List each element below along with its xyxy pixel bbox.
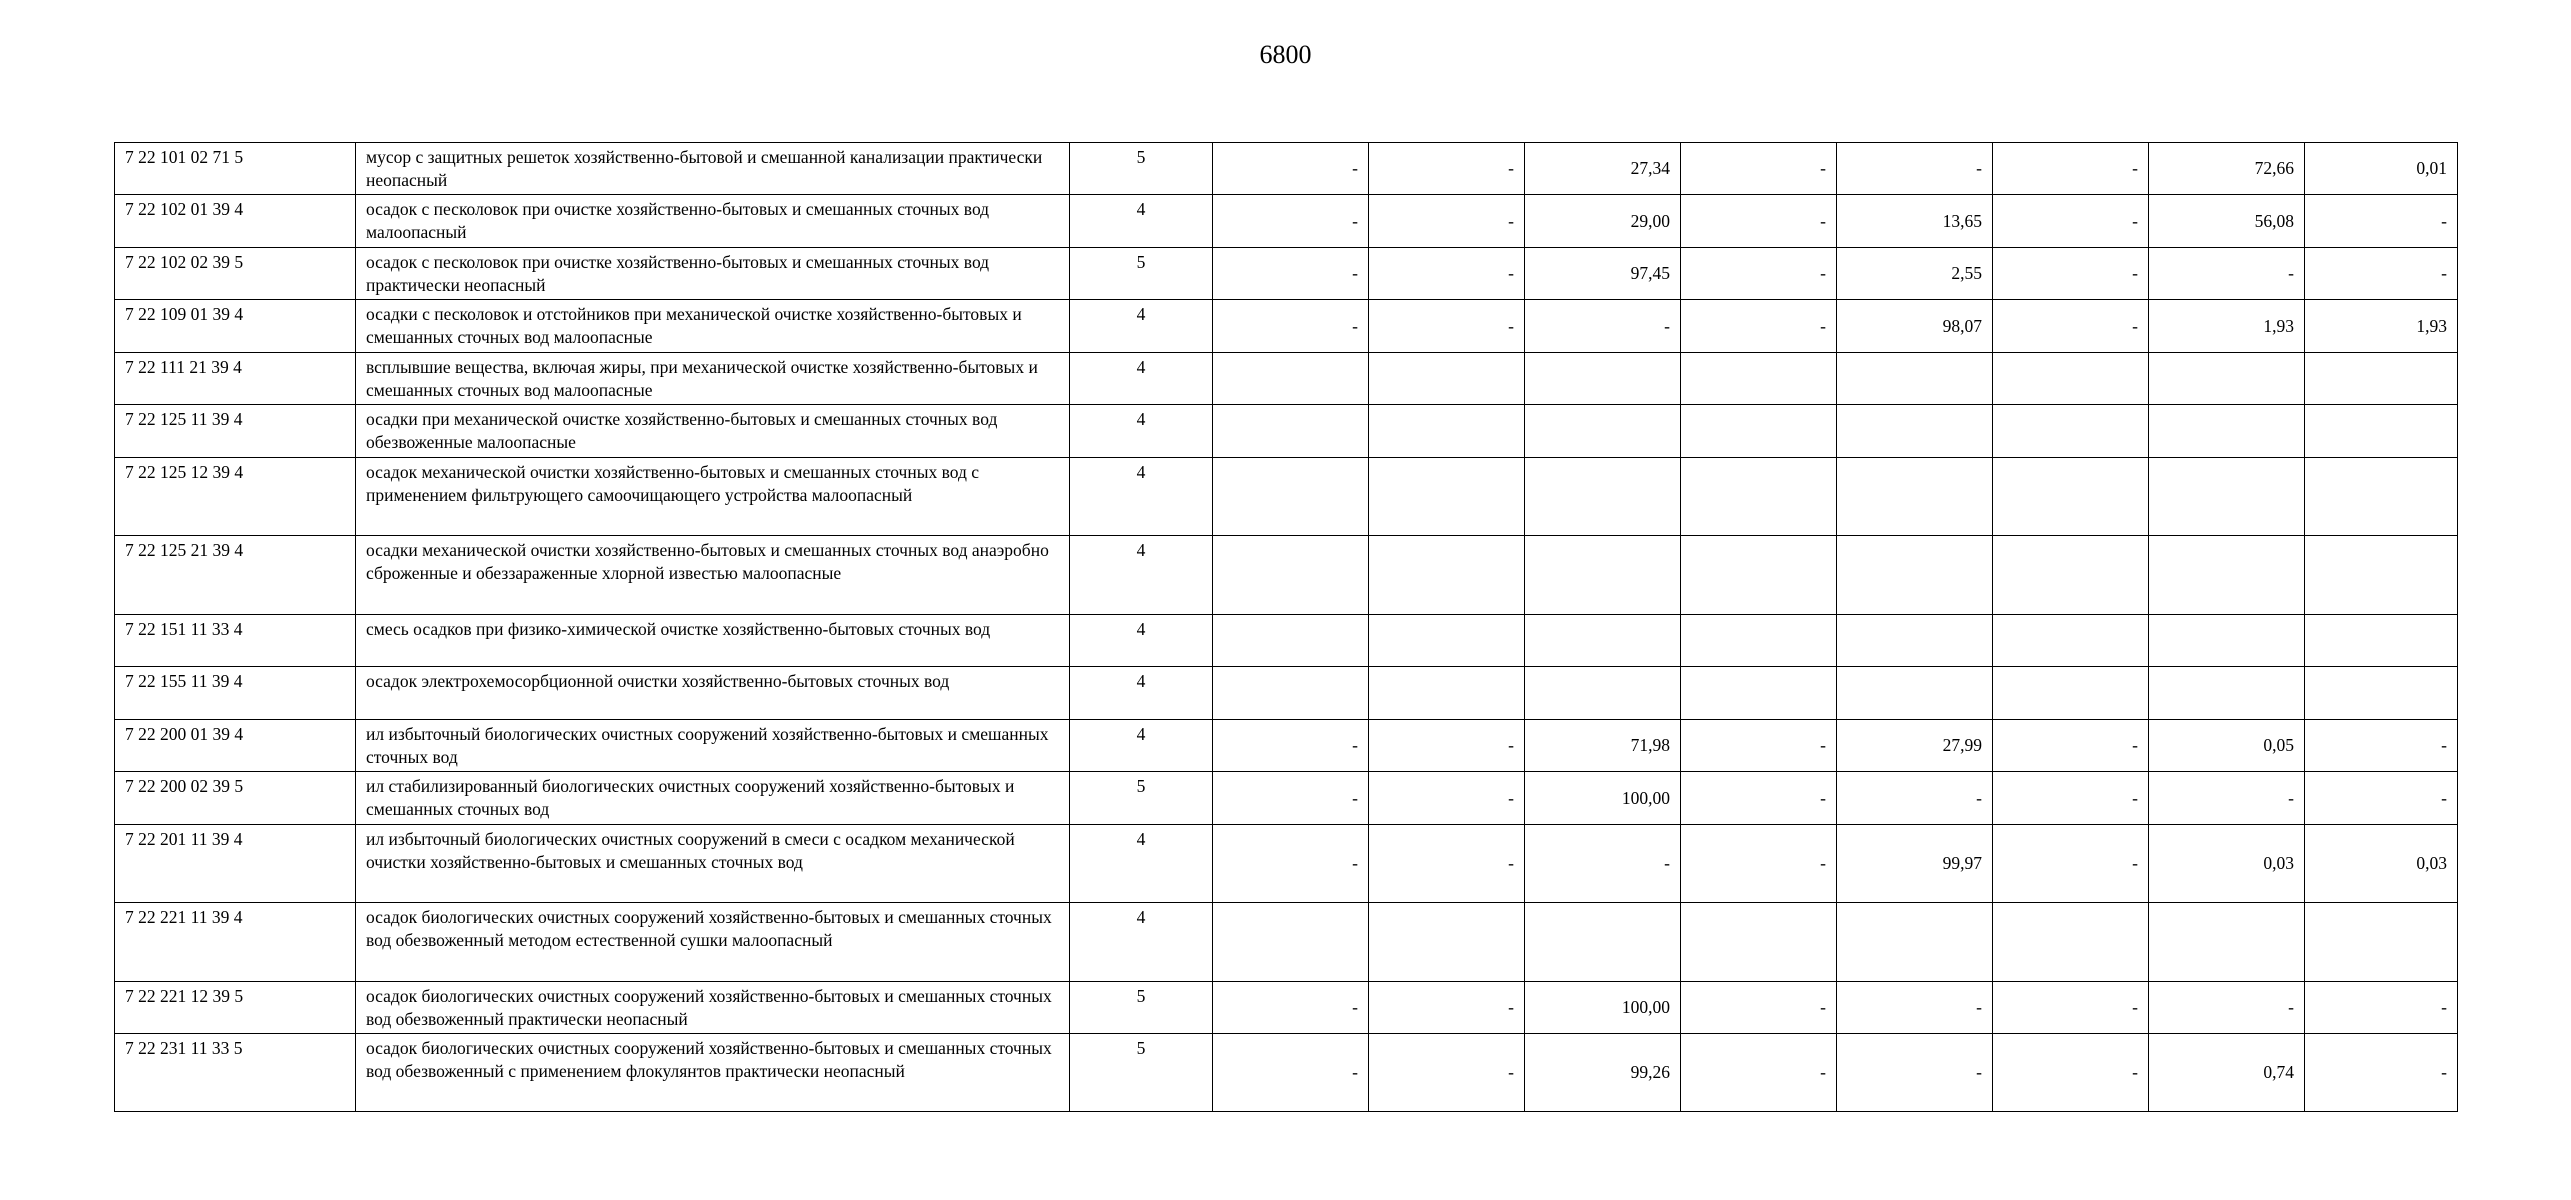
hazard-class-cell: 4: [1070, 720, 1213, 772]
value-cell: 99,97: [1837, 825, 1993, 903]
table-row: [115, 536, 2458, 615]
value-cell: 71,98: [1525, 720, 1681, 772]
hazard-class-cell: 5: [1070, 982, 1213, 1034]
value-cell: [1993, 458, 2149, 536]
value-cell: -: [1993, 772, 2149, 825]
waste-code-cell: 7 22 109 01 39 4: [115, 300, 356, 353]
table-row: [115, 825, 2458, 903]
value-cell: [1525, 903, 1681, 982]
value-cell: -: [2149, 248, 2305, 300]
value-cell: [2149, 405, 2305, 458]
value-cell: -: [2149, 772, 2305, 825]
value-cell: 29,00: [1525, 195, 1681, 248]
value-cell: [1837, 903, 1993, 982]
value-cell: 100,00: [1525, 982, 1681, 1034]
value-cell: [2149, 536, 2305, 615]
hazard-class-cell: 4: [1070, 903, 1213, 982]
value-cell: 100,00: [1525, 772, 1681, 825]
table-row: [115, 903, 2458, 982]
waste-name-cell: всплывшие вещества, включая жиры, при механической очистке хозяйственно-бытовых и смешанных сточных вод малоопасные: [356, 353, 1070, 405]
value-cell: -: [1681, 720, 1837, 772]
value-cell: -: [1681, 195, 1837, 248]
value-cell: -: [2305, 1034, 2458, 1112]
waste-name-cell: осадок биологических очистных сооружений хозяйственно-бытовых и смешанных сточных вод обезвоженный с применением флокулянтов практически неопасный: [356, 1034, 1070, 1112]
waste-name-cell: ил избыточный биологических очистных сооружений хозяйственно-бытовых и смешанных сточных вод: [356, 720, 1070, 772]
page-number: 6800: [1259, 40, 1312, 69]
hazard-class-cell: 5: [1070, 143, 1213, 195]
waste-code-cell: 7 22 125 11 39 4: [115, 405, 356, 458]
value-cell: -: [1369, 1034, 1525, 1112]
waste-code-cell: 7 22 102 02 39 5: [115, 248, 356, 300]
value-cell: -: [1525, 825, 1681, 903]
waste-code-cell: 7 22 101 02 71 5: [115, 143, 356, 195]
value-cell: -: [1993, 248, 2149, 300]
waste-code-cell: 7 22 221 11 39 4: [115, 903, 356, 982]
value-cell: [1681, 405, 1837, 458]
value-cell: [2305, 405, 2458, 458]
value-cell: -: [1213, 195, 1369, 248]
waste-name-cell: осадки с песколовок и отстойников при механической очистке хозяйственно-бытовых и смешанных сточных вод малоопасные: [356, 300, 1070, 353]
value-cell: -: [2305, 982, 2458, 1034]
value-cell: [2305, 458, 2458, 536]
waste-code-cell: 7 22 221 12 39 5: [115, 982, 356, 1034]
value-cell: [2149, 667, 2305, 720]
hazard-class-cell: 4: [1070, 615, 1213, 667]
value-cell: -: [1213, 143, 1369, 195]
value-cell: [1993, 405, 2149, 458]
value-cell: [1993, 667, 2149, 720]
value-cell: [2305, 667, 2458, 720]
table-row: [115, 1034, 2458, 1112]
value-cell: -: [1993, 300, 2149, 353]
value-cell: [1681, 903, 1837, 982]
value-cell: 56,08: [2149, 195, 2305, 248]
value-cell: 0,74: [2149, 1034, 2305, 1112]
value-cell: -: [1993, 195, 2149, 248]
value-cell: 13,65: [1837, 195, 1993, 248]
value-cell: [1369, 615, 1525, 667]
table-row: [115, 143, 2458, 195]
value-cell: -: [1681, 825, 1837, 903]
value-cell: [1213, 615, 1369, 667]
value-cell: -: [1369, 772, 1525, 825]
value-cell: [1525, 615, 1681, 667]
value-cell: 98,07: [1837, 300, 1993, 353]
value-cell: -: [1993, 1034, 2149, 1112]
value-cell: 99,26: [1525, 1034, 1681, 1112]
value-cell: [1837, 536, 1993, 615]
value-cell: [1837, 667, 1993, 720]
value-cell: [2305, 615, 2458, 667]
waste-code-cell: 7 22 200 02 39 5: [115, 772, 356, 825]
value-cell: [1525, 458, 1681, 536]
value-cell: [1993, 536, 2149, 615]
waste-table: [114, 142, 2458, 1112]
value-cell: [1525, 667, 1681, 720]
value-cell: [1837, 615, 1993, 667]
value-cell: [1369, 405, 1525, 458]
value-cell: -: [1213, 772, 1369, 825]
value-cell: [1681, 667, 1837, 720]
waste-code-cell: 7 22 102 01 39 4: [115, 195, 356, 248]
value-cell: -: [1681, 248, 1837, 300]
waste-name-cell: осадок с песколовок при очистке хозяйственно-бытовых и смешанных сточных вод малоопасный: [356, 195, 1070, 248]
value-cell: [1369, 353, 1525, 405]
value-cell: -: [1681, 300, 1837, 353]
hazard-class-cell: 4: [1070, 300, 1213, 353]
hazard-class-cell: 5: [1070, 248, 1213, 300]
value-cell: [1681, 615, 1837, 667]
waste-name-cell: осадки при механической очистке хозяйственно-бытовых и смешанных сточных вод обезвоженные малоопасные: [356, 405, 1070, 458]
value-cell: -: [1681, 982, 1837, 1034]
hazard-class-cell: 4: [1070, 667, 1213, 720]
value-cell: [1837, 405, 1993, 458]
table-row: [115, 353, 2458, 405]
value-cell: -: [1837, 1034, 1993, 1112]
value-cell: -: [1837, 982, 1993, 1034]
value-cell: 1,93: [2305, 300, 2458, 353]
waste-name-cell: осадки механической очистки хозяйственно-бытовых и смешанных сточных вод анаэробно сброженные и обеззараженные хлорной известью малоопасные: [356, 536, 1070, 615]
value-cell: -: [1681, 1034, 1837, 1112]
value-cell: -: [1369, 195, 1525, 248]
value-cell: [1369, 903, 1525, 982]
table-row: [115, 772, 2458, 825]
value-cell: [1525, 353, 1681, 405]
value-cell: [1837, 458, 1993, 536]
table-row: [115, 405, 2458, 458]
waste-code-cell: 7 22 125 21 39 4: [115, 536, 356, 615]
value-cell: -: [2305, 248, 2458, 300]
value-cell: -: [1837, 143, 1993, 195]
value-cell: -: [1213, 982, 1369, 1034]
value-cell: -: [1213, 720, 1369, 772]
value-cell: [2305, 536, 2458, 615]
value-cell: -: [1213, 825, 1369, 903]
value-cell: [2149, 353, 2305, 405]
value-cell: [1369, 536, 1525, 615]
value-cell: [2149, 458, 2305, 536]
value-cell: [1993, 615, 2149, 667]
value-cell: [2305, 353, 2458, 405]
value-cell: [1681, 458, 1837, 536]
table-row: [115, 458, 2458, 536]
waste-code-cell: 7 22 201 11 39 4: [115, 825, 356, 903]
value-cell: 0,05: [2149, 720, 2305, 772]
value-cell: -: [1993, 720, 2149, 772]
waste-code-cell: 7 22 125 12 39 4: [115, 458, 356, 536]
value-cell: [2149, 903, 2305, 982]
waste-name-cell: осадок электрохемосорбционной очистки хозяйственно-бытовых сточных вод: [356, 667, 1070, 720]
value-cell: -: [1993, 143, 2149, 195]
value-cell: 97,45: [1525, 248, 1681, 300]
value-cell: [1525, 536, 1681, 615]
value-cell: -: [2149, 982, 2305, 1034]
waste-name-cell: осадок биологических очистных сооружений хозяйственно-бытовых и смешанных сточных вод обезвоженный практически неопасный: [356, 982, 1070, 1034]
value-cell: 72,66: [2149, 143, 2305, 195]
waste-code-cell: 7 22 200 01 39 4: [115, 720, 356, 772]
value-cell: -: [1525, 300, 1681, 353]
hazard-class-cell: 5: [1070, 1034, 1213, 1112]
value-cell: [1993, 353, 2149, 405]
value-cell: -: [2305, 195, 2458, 248]
value-cell: [1213, 405, 1369, 458]
hazard-class-cell: 4: [1070, 825, 1213, 903]
value-cell: [1837, 353, 1993, 405]
value-cell: [1213, 353, 1369, 405]
value-cell: [1525, 405, 1681, 458]
table-row: [115, 667, 2458, 720]
value-cell: [1213, 903, 1369, 982]
value-cell: -: [1993, 982, 2149, 1034]
value-cell: -: [1369, 720, 1525, 772]
table-row: [115, 300, 2458, 353]
value-cell: [1213, 667, 1369, 720]
value-cell: -: [1993, 825, 2149, 903]
hazard-class-cell: 4: [1070, 353, 1213, 405]
value-cell: 1,93: [2149, 300, 2305, 353]
table-row: [115, 615, 2458, 667]
waste-name-cell: осадок механической очистки хозяйственно-бытовых и смешанных сточных вод с применением фильтрующего самоочищающего устройства малоопасный: [356, 458, 1070, 536]
value-cell: -: [1369, 300, 1525, 353]
value-cell: [1681, 353, 1837, 405]
waste-code-cell: 7 22 111 21 39 4: [115, 353, 356, 405]
waste-name-cell: осадок с песколовок при очистке хозяйственно-бытовых и смешанных сточных вод практически неопасный: [356, 248, 1070, 300]
waste-name-cell: ил избыточный биологических очистных сооружений в смеси с осадком механической очистки хозяйственно-бытовых и смешанных сточных вод: [356, 825, 1070, 903]
value-cell: [1369, 667, 1525, 720]
value-cell: [2149, 615, 2305, 667]
value-cell: -: [1681, 143, 1837, 195]
table-body: [115, 143, 2458, 1112]
waste-name-cell: мусор с защитных решеток хозяйственно-бытовой и смешанной канализации практически неопасный: [356, 143, 1070, 195]
value-cell: -: [1213, 248, 1369, 300]
hazard-class-cell: 4: [1070, 195, 1213, 248]
waste-code-cell: 7 22 155 11 39 4: [115, 667, 356, 720]
hazard-class-cell: 4: [1070, 405, 1213, 458]
waste-name-cell: смесь осадков при физико-химической очистке хозяйственно-бытовых сточных вод: [356, 615, 1070, 667]
value-cell: -: [1681, 772, 1837, 825]
value-cell: [1213, 536, 1369, 615]
value-cell: 2,55: [1837, 248, 1993, 300]
value-cell: 0,03: [2305, 825, 2458, 903]
table-row: [115, 982, 2458, 1034]
value-cell: [1681, 536, 1837, 615]
table-row: [115, 248, 2458, 300]
value-cell: -: [1369, 248, 1525, 300]
value-cell: -: [2305, 772, 2458, 825]
value-cell: [1993, 903, 2149, 982]
value-cell: -: [1837, 772, 1993, 825]
value-cell: 0,01: [2305, 143, 2458, 195]
value-cell: [1369, 458, 1525, 536]
value-cell: 0,03: [2149, 825, 2305, 903]
value-cell: -: [1369, 143, 1525, 195]
value-cell: 27,34: [1525, 143, 1681, 195]
value-cell: -: [1369, 825, 1525, 903]
value-cell: -: [1369, 982, 1525, 1034]
waste-name-cell: осадок биологических очистных сооружений хозяйственно-бытовых и смешанных сточных вод обезвоженный методом естественной сушки малоопасный: [356, 903, 1070, 982]
waste-code-cell: 7 22 151 11 33 4: [115, 615, 356, 667]
value-cell: 27,99: [1837, 720, 1993, 772]
waste-name-cell: ил стабилизированный биологических очистных сооружений хозяйственно-бытовых и смешанных сточных вод: [356, 772, 1070, 825]
value-cell: [2305, 903, 2458, 982]
value-cell: -: [1213, 1034, 1369, 1112]
value-cell: [1213, 458, 1369, 536]
table-row: [115, 720, 2458, 772]
hazard-class-cell: 4: [1070, 458, 1213, 536]
value-cell: -: [2305, 720, 2458, 772]
hazard-class-cell: 5: [1070, 772, 1213, 825]
value-cell: -: [1213, 300, 1369, 353]
hazard-class-cell: 4: [1070, 536, 1213, 615]
waste-code-cell: 7 22 231 11 33 5: [115, 1034, 356, 1112]
table-row: [115, 195, 2458, 248]
